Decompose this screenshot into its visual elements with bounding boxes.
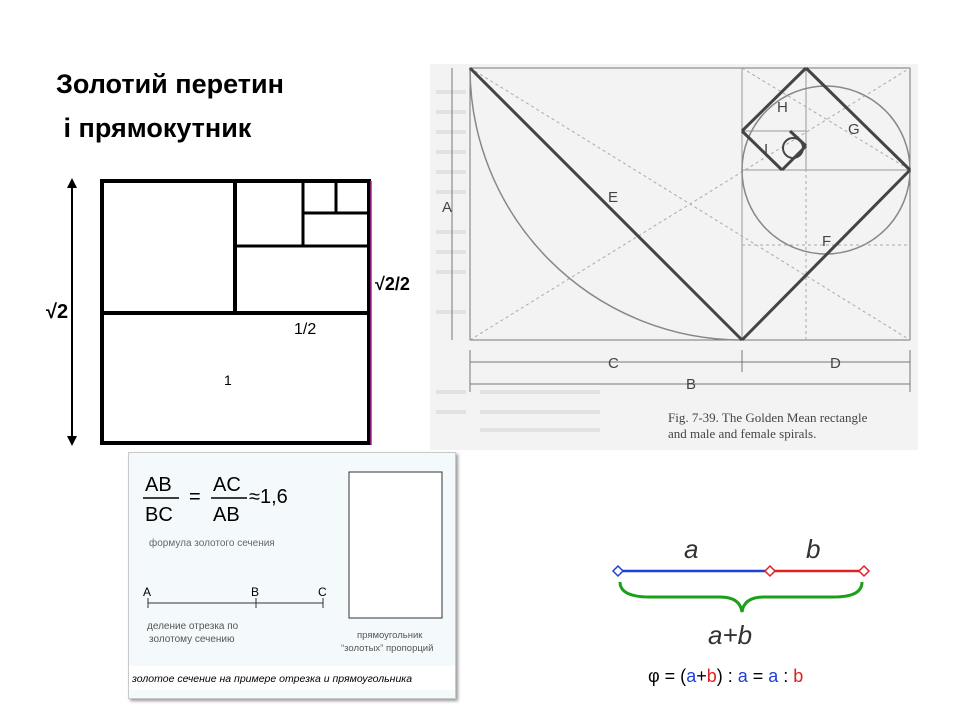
figure-caption-line-1: Fig. 7-39. The Golden Mean rectangle bbox=[668, 410, 868, 425]
figure-caption-line-2: and male and female spirals. bbox=[668, 426, 817, 441]
brace bbox=[620, 582, 862, 612]
phi-a1: a bbox=[686, 666, 697, 686]
approx-value: ≈1,6 bbox=[249, 486, 288, 508]
formula-caption: формула золотого сечения bbox=[149, 538, 275, 549]
label-A: A bbox=[442, 199, 453, 216]
label-I: I bbox=[764, 141, 769, 158]
label-sqrt2-over-2: √2/2 bbox=[375, 274, 410, 294]
label-E: E bbox=[608, 189, 619, 206]
title-line-1: Золотий перетин bbox=[56, 69, 284, 99]
label-b: b bbox=[806, 534, 821, 564]
fraction-left-numerator: AB bbox=[145, 474, 172, 496]
fraction-right-numerator: AC bbox=[213, 474, 241, 496]
segment-ab-diagram bbox=[600, 528, 880, 658]
phi-b2: b bbox=[793, 666, 804, 686]
label-one: 1 bbox=[224, 372, 232, 388]
phi-close: ) : bbox=[716, 666, 738, 686]
golden-proportion-rectangle bbox=[349, 472, 442, 618]
phi-a3: a bbox=[768, 666, 779, 686]
arrow-head-down bbox=[67, 436, 77, 446]
golden-ratio-formula-card bbox=[128, 452, 456, 699]
arrow-head-up bbox=[67, 178, 77, 188]
phi-colon: : bbox=[778, 666, 794, 686]
phi-formula bbox=[648, 666, 803, 687]
endpoint-left bbox=[613, 566, 623, 576]
label-a: a bbox=[684, 534, 699, 564]
point-c-label: C bbox=[318, 585, 327, 599]
figure-caption bbox=[668, 410, 867, 442]
phi-plus: + bbox=[696, 666, 707, 686]
golden-mean-figure bbox=[430, 64, 918, 450]
phi-symbol: φ bbox=[648, 666, 660, 686]
phi-eq-open: = ( bbox=[659, 666, 687, 686]
formula-card-drawing bbox=[129, 453, 455, 698]
label-F: F bbox=[822, 233, 832, 250]
title-line-2: і прямокутник bbox=[56, 113, 252, 143]
endpoint-middle bbox=[765, 566, 775, 576]
label-G: G bbox=[848, 121, 860, 138]
endpoint-right bbox=[859, 566, 869, 576]
slide-title bbox=[56, 62, 284, 150]
label-half: 1/2 bbox=[294, 321, 317, 338]
sqrt2-rectangle-diagram bbox=[40, 176, 420, 448]
equals-sign: = bbox=[189, 486, 201, 508]
label-B: B bbox=[686, 376, 697, 393]
segment-caption-line-2: золотому сечению bbox=[149, 634, 235, 645]
point-b-label: B bbox=[251, 585, 260, 599]
label-C: C bbox=[608, 355, 619, 372]
phi-eq2: = bbox=[747, 666, 769, 686]
bottom-caption: золотое сечение на примере отрезка и прямоугольника bbox=[132, 673, 413, 685]
segment-caption-line-1: деление отрезка по bbox=[147, 621, 239, 632]
phi-a2: a bbox=[737, 666, 748, 686]
fraction-left-denominator: BC bbox=[145, 504, 173, 526]
point-a-label: A bbox=[143, 585, 152, 599]
phi-b1: b bbox=[706, 666, 717, 686]
rect-caption-line-2: “золотых” пропорций bbox=[341, 643, 434, 654]
rect-caption-line-1: прямоугольник bbox=[357, 630, 423, 641]
label-sqrt2: √2 bbox=[46, 301, 69, 323]
label-a-plus-b: a+b bbox=[708, 620, 753, 650]
fraction-right-denominator: AB bbox=[213, 504, 240, 526]
label-D: D bbox=[830, 355, 841, 372]
label-H: H bbox=[777, 99, 788, 116]
